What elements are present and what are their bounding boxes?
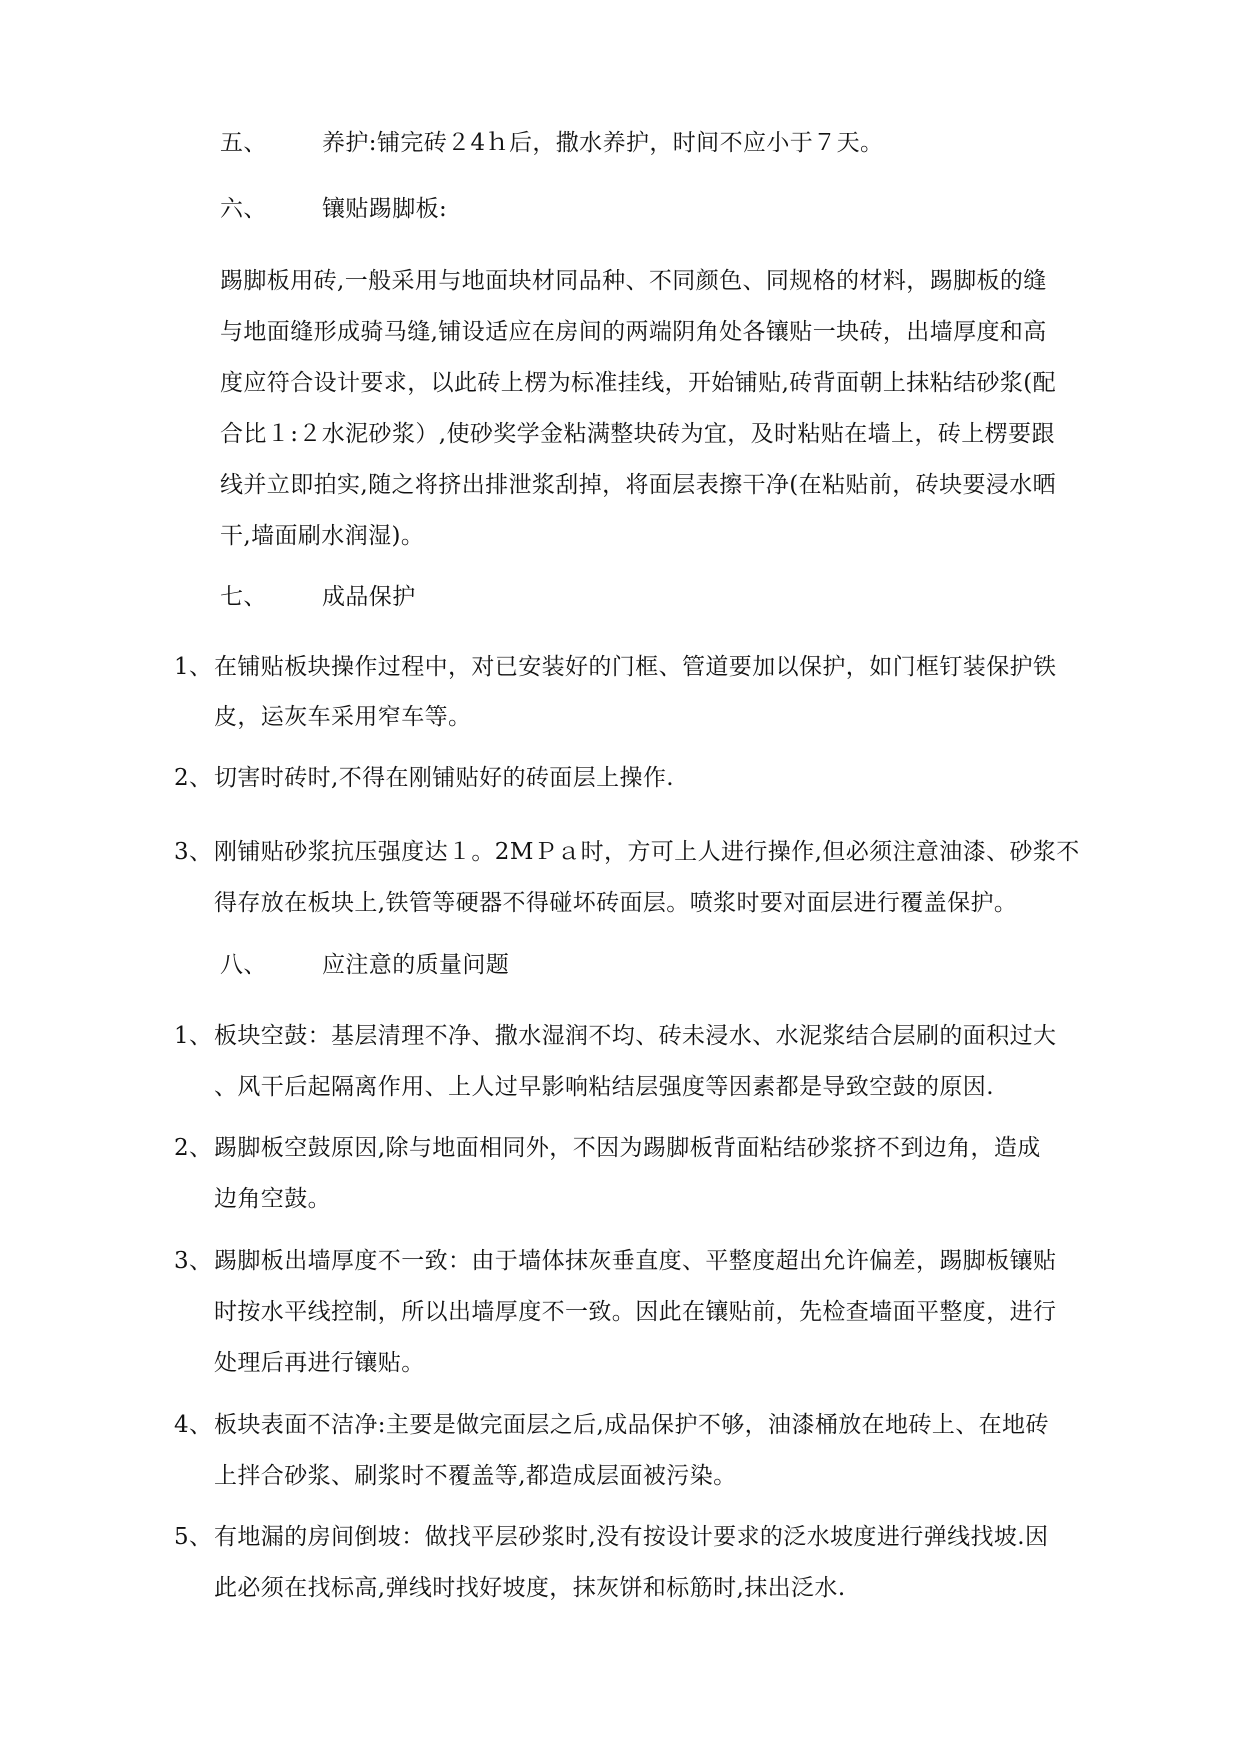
list-item-text: 边角空鼓。 xyxy=(214,1186,331,1212)
list-item-text: 板块空鼓：基层清理不净、撒水湿润不均、砖未浸水、水泥浆结合层刷的面积过大 xyxy=(214,1023,1057,1049)
list-item-text: 处理后再进行镶贴。 xyxy=(214,1350,425,1376)
list-item-number: 3、 xyxy=(174,839,213,865)
section-8-title: 应注意的质量问题 xyxy=(322,952,510,978)
list-item-text: 、风干后起隔离作用、上人过早影响粘结层强度等因素都是导致空鼓的原因. xyxy=(214,1074,994,1100)
list-item-text: 切害时砖时,不得在刚铺贴好的砖面层上操作. xyxy=(214,765,675,791)
list-item-text: 时按水平线控制，所以出墙厚度不一致。因此在镶贴前，先检查墙面平整度，进行 xyxy=(214,1299,1057,1325)
list-item-text: 此必须在找标高,弹线时找好坡度，抹灰饼和标筋时,抹出泛水. xyxy=(214,1575,846,1601)
section-8-number: 八、 xyxy=(220,952,267,978)
section-7-title: 成品保护 xyxy=(322,584,416,610)
list-item-number: 1、 xyxy=(174,1023,213,1049)
paragraph-line: 踢脚板用砖,一般采用与地面块材同品种、不同颜色、同规格的材料，踢脚板的缝 xyxy=(220,268,1047,294)
list-item-number: 4、 xyxy=(174,1412,213,1438)
section-6-title: 镶贴踢脚板: xyxy=(322,196,448,222)
paragraph-line: 干,墙面刷水润湿)。 xyxy=(220,523,425,549)
list-item-number: 2、 xyxy=(174,1135,213,1161)
list-item-text: 皮，运灰车采用窄车等。 xyxy=(214,704,472,730)
list-item-text: 得存放在板块上,铁管等硬器不得碰坏砖面层。喷浆时要对面层进行覆盖保护。 xyxy=(214,890,1018,916)
list-item-text: 踢脚板空鼓原因,除与地面相同外，不因为踢脚板背面粘结砂浆挤不到边角，造成 xyxy=(214,1135,1041,1161)
paragraph-line: 线并立即拍实,随之将挤出排泄浆刮掉，将面层表擦干净(在粘贴前，砖块要浸水晒 xyxy=(220,472,1057,498)
list-item-number: 5、 xyxy=(174,1524,213,1550)
section-5-number: 五、 xyxy=(220,130,267,156)
list-item-text: 有地漏的房间倒坡：做找平层砂浆时,没有按设计要求的泛水坡度进行弹线找坡.因 xyxy=(214,1524,1049,1550)
list-item-number: 3、 xyxy=(174,1248,213,1274)
section-7-number: 七、 xyxy=(220,584,267,610)
list-item-number: 1、 xyxy=(174,654,213,680)
list-item-text: 踢脚板出墙厚度不一致：由于墙体抹灰垂直度、平整度超出允许偏差，踢脚板镶贴 xyxy=(214,1248,1057,1274)
list-item-text: 上拌合砂浆、刷浆时不覆盖等,都造成层面被污染。 xyxy=(214,1463,737,1489)
list-item-text: 在铺贴板块操作过程中，对已安装好的门框、管道要加以保护，如门框钉装保护铁 xyxy=(214,654,1057,680)
section-5-text: 养护:铺完砖２4ｈ后，撒水养护，时间不应小于７天。 xyxy=(322,130,884,156)
list-item-text: 板块表面不洁净:主要是做完面层之后,成品保护不够，油漆桶放在地砖上、在地砖 xyxy=(214,1412,1049,1438)
list-item-number: 2、 xyxy=(174,765,213,791)
paragraph-line: 与地面缝形成骑马缝,铺设适应在房间的两端阴角处各镶贴一块砖，出墙厚度和高 xyxy=(220,319,1047,345)
list-item-text: 刚铺贴砂浆抗压强度达１。2MＰａ时，方可上人进行操作,但必须注意油漆、砂浆不 xyxy=(214,839,1080,865)
section-6-number: 六、 xyxy=(220,196,267,222)
paragraph-line: 合比１:２水泥砂浆）,使砂奖学金粘满整块砖为宜，及时粘贴在墙上，砖上楞要跟 xyxy=(220,421,1055,447)
paragraph-line: 度应符合设计要求，以此砖上楞为标准挂线，开始铺贴,砖背面朝上抹粘结砂浆(配 xyxy=(220,370,1057,396)
